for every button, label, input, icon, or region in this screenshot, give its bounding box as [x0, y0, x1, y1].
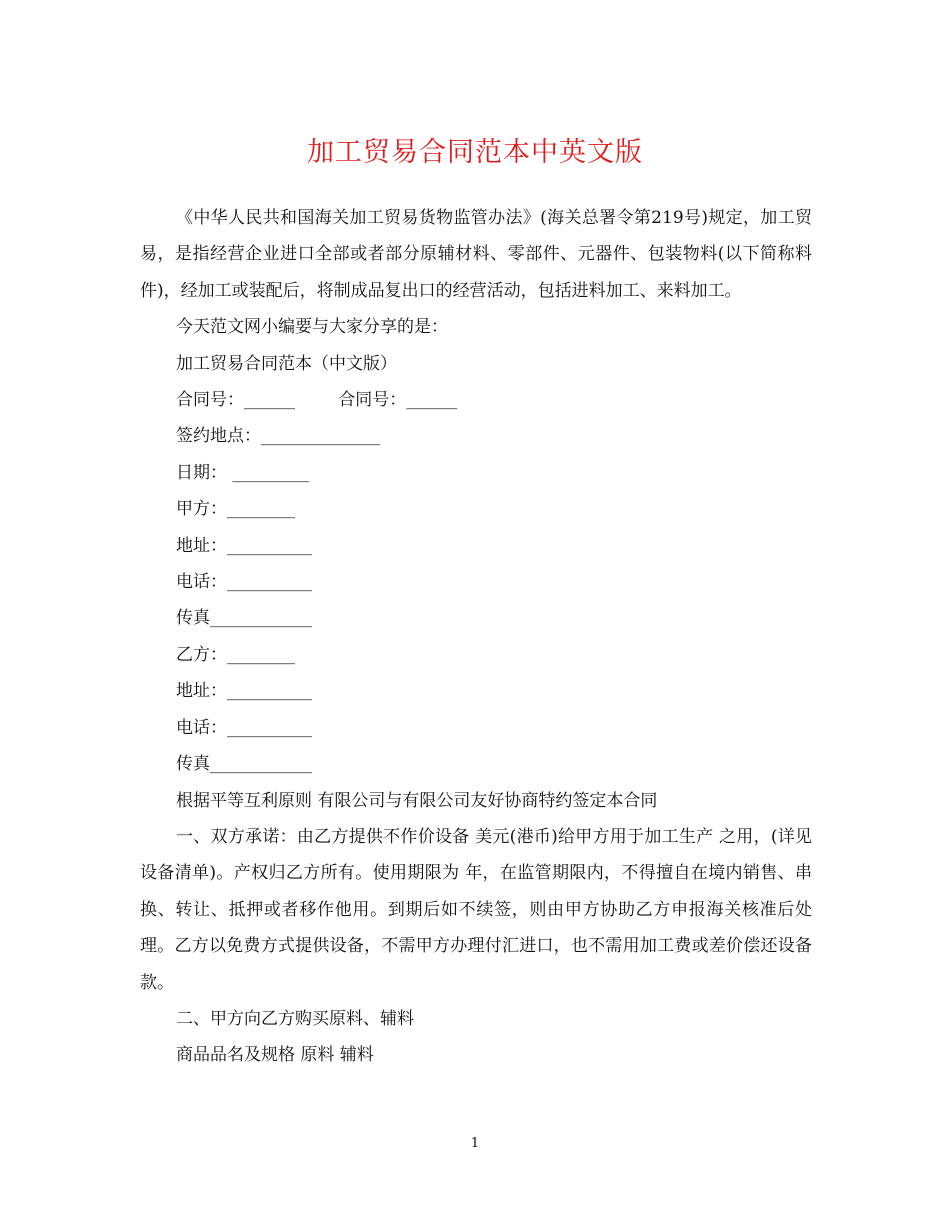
intro-paragraph: 《中华人民共和国海关加工贸易货物监管办法》(海关总署令第219号)规定，加工贸易，是指经营企业进口全部或者部分原辅材料、零部件、元器件、包装物料(以下简称料件)，经加工或装配后，将制成品复出口的经营活动，包括进料加工、来料加工。: [140, 208, 812, 301]
page-number: 1: [470, 1136, 480, 1151]
party-a-fax-line: 传真____________: [176, 608, 312, 629]
document-body: [140, 200, 812, 1074]
subtitle-line: 加工贸易合同范本（中文版）: [176, 353, 397, 374]
contract-number-line: 合同号：______ 合同号：______: [176, 390, 458, 411]
party-a-address-line: 地址：__________: [176, 535, 312, 556]
party-a-phone-line: 电话：__________: [176, 572, 312, 593]
clause-1-paragraph: 一、双方承诺：由乙方提供不作价设备 美元(港币)给甲方用于加工生产 之用，(详见设备清单)。产权归乙方所有。使用期限为 年，在监管期限内，不得擅自在境内销售、串换、转让、抵押或者移作他用。到期后如不续签，则由甲方协助乙方申报海关核准后处理。乙方以免费方式提供设备，不需甲方办理付汇进口，也不需用加工费或差价偿还设备款。: [140, 826, 812, 993]
party-b-fax-line: 传真____________: [176, 754, 312, 775]
clause-2-line: 二、甲方向乙方购买原料、辅料: [176, 1008, 414, 1029]
share-line: 今天范文网小编要与大家分享的是：: [176, 317, 448, 338]
signing-place-line: 签约地点：______________: [176, 426, 380, 447]
party-b-phone-line: 电话：__________: [176, 717, 312, 738]
goods-line: 商品品名及规格 原料 辅料: [176, 1045, 374, 1066]
document-title: 加工贸易合同范本中英文版: [307, 137, 643, 168]
basis-line: 根据平等互利原则 有限公司与有限公司友好协商特约签定本合同: [176, 790, 658, 811]
party-b-line: 乙方：________: [176, 644, 295, 665]
party-b-address-line: 地址：__________: [176, 681, 312, 702]
date-line: 日期： _________: [176, 462, 309, 483]
party-a-line: 甲方：________: [176, 499, 295, 520]
